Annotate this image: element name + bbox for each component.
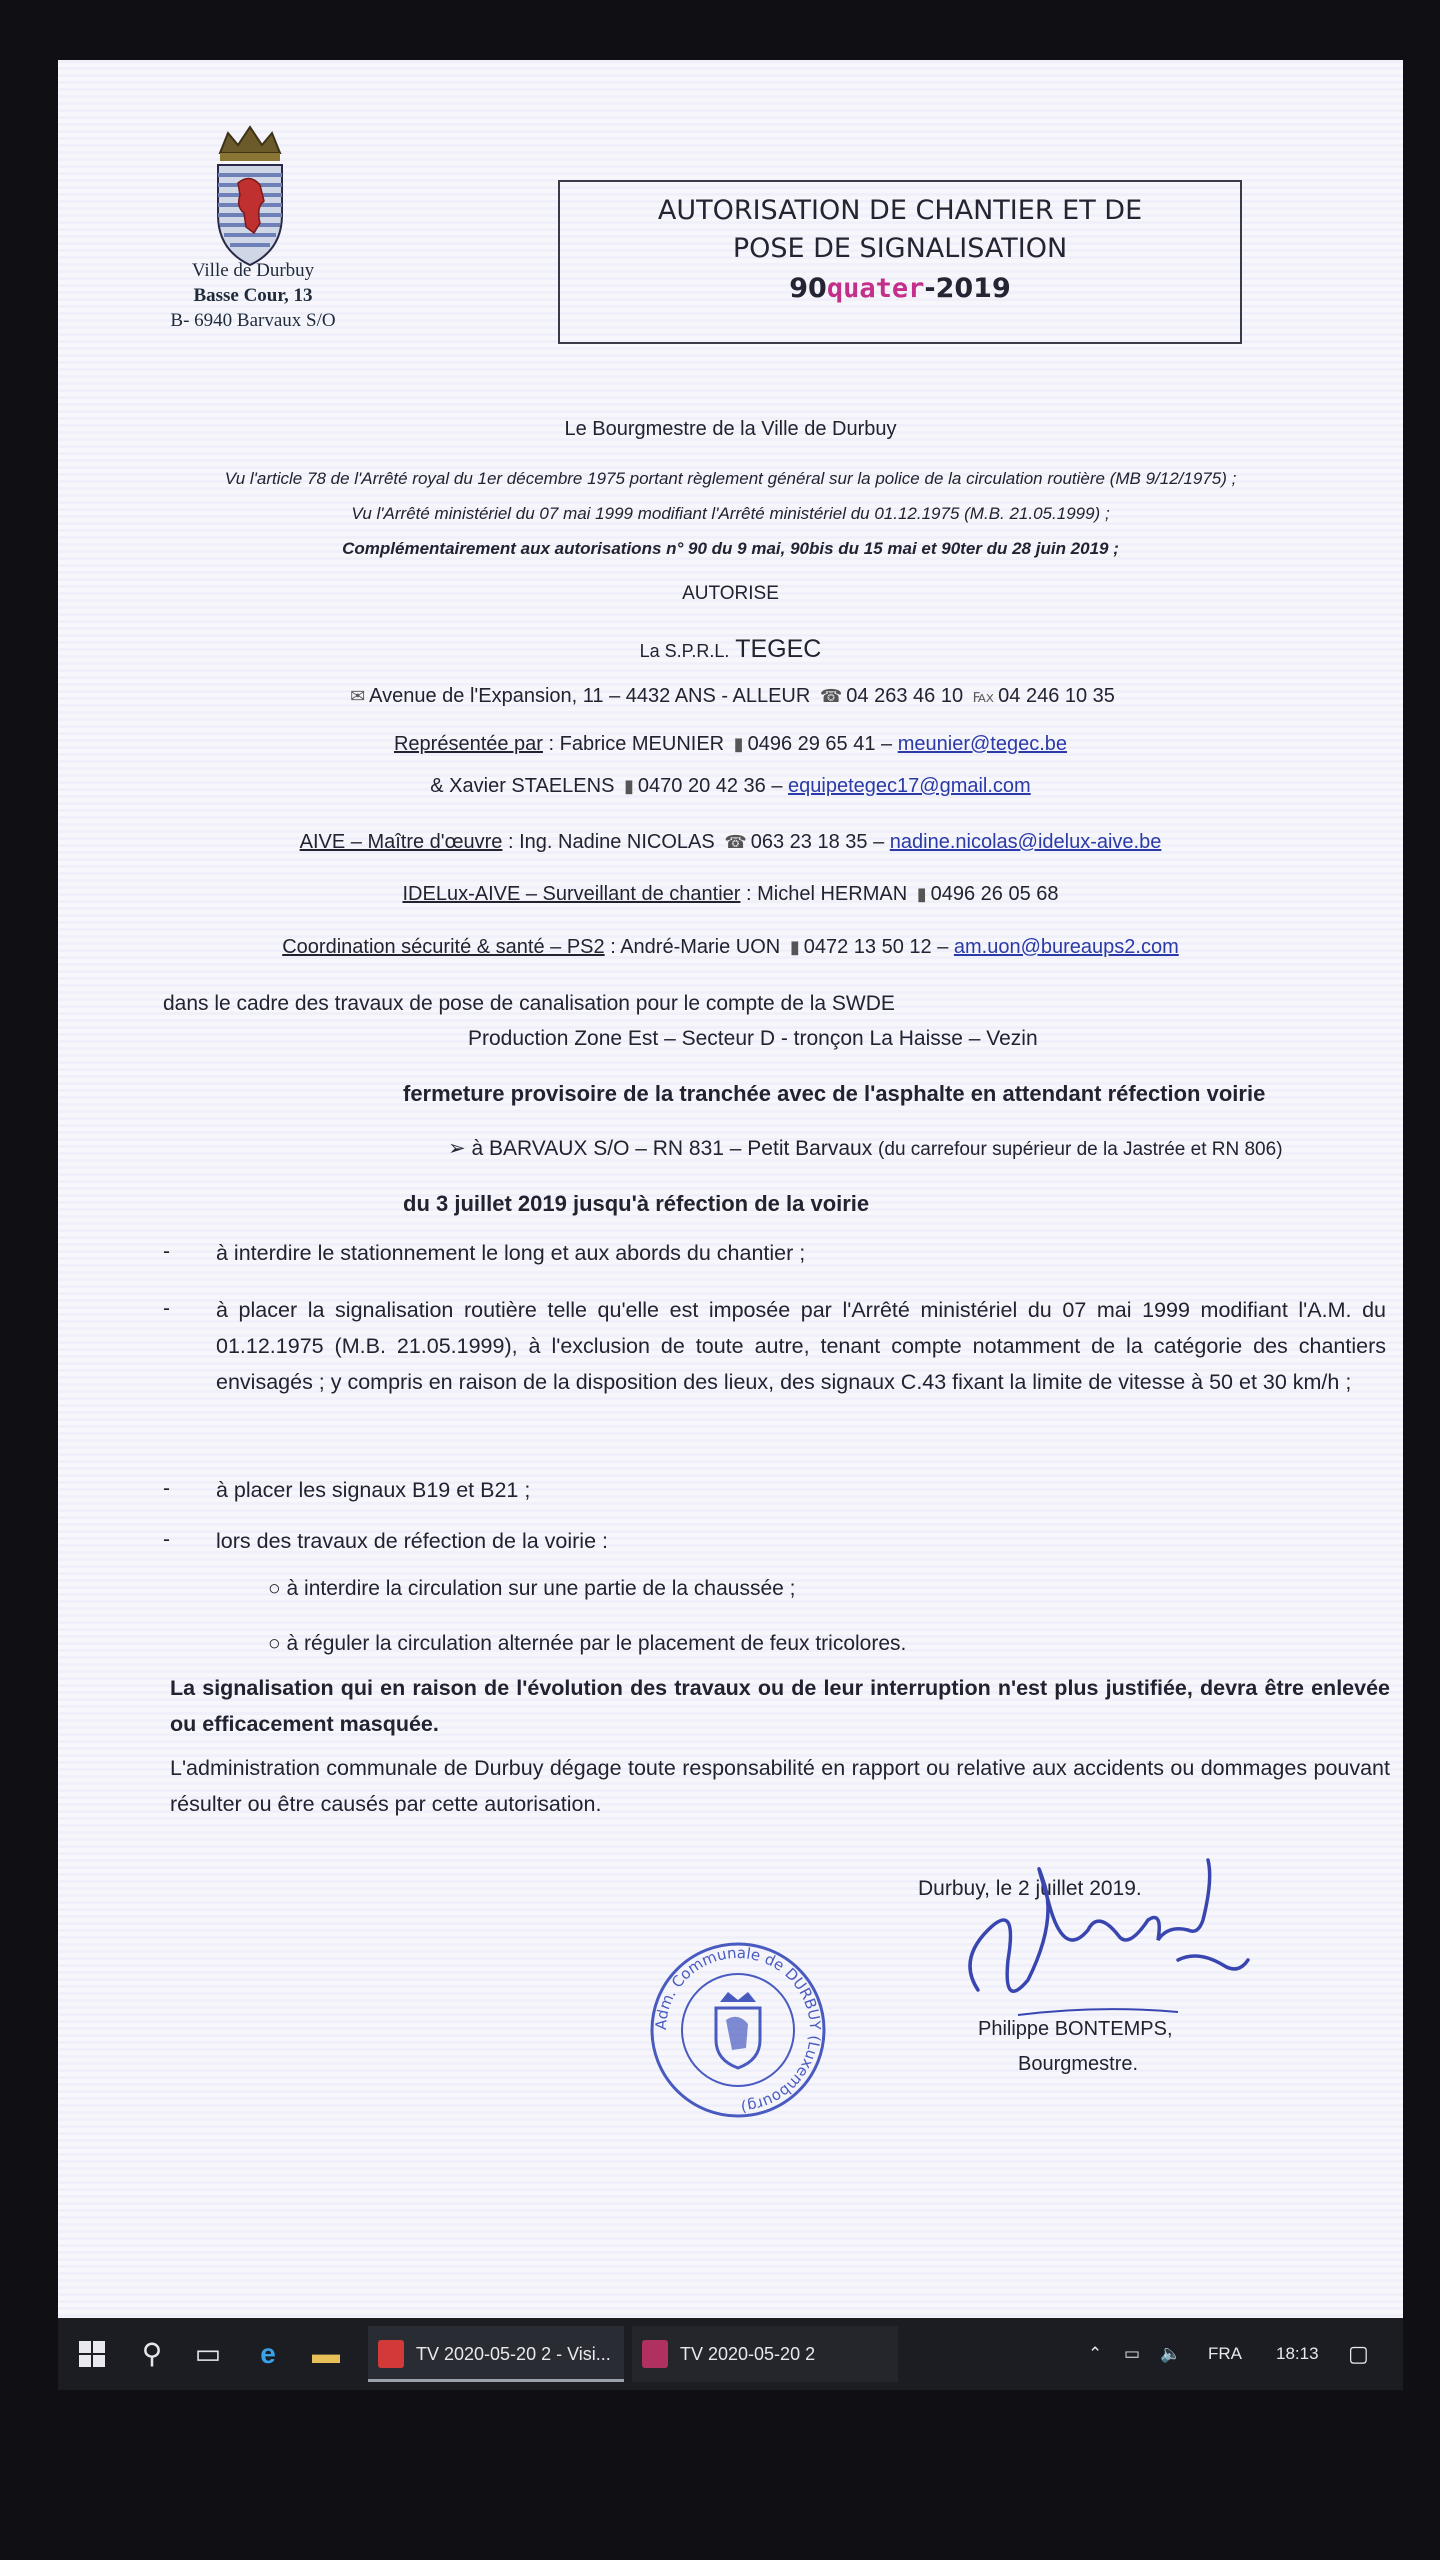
company-address: Avenue de l'Expansion, 11 – 4432 ANS - ALLEUR: [369, 685, 811, 707]
windows-start-icon[interactable]: [72, 2332, 112, 2376]
coordination-contact: [58, 933, 1403, 961]
title-line-1: AUTORISATION DE CHANTIER ET DE: [657, 195, 1143, 226]
circle-bullet-icon: ○: [268, 1577, 281, 1600]
complementary-authorizations: Complémentairement aux autorisations n° 90 du 9 mai, 90bis du 15 mai et 90ter du 28 juin 2019 ;: [342, 539, 1119, 558]
coordination-phone: 0472 13 50 12 –: [803, 936, 949, 958]
work-location: [448, 1135, 1283, 1164]
clock-time[interactable]: 18:13: [1276, 2344, 1319, 2363]
signage-removal-notice: La signalisation qui en raison de l'évolution des travaux ou de leur interruption n'est plus justifiée, devra être enlevée ou efficacement masquée.: [170, 1676, 1390, 1736]
authorization-number-quater: quater: [826, 273, 925, 304]
mobile-phone-icon: ▮: [733, 734, 744, 754]
context-line-1: dans le cadre des travaux de pose de canalisation pour le compte de la SWDE: [163, 992, 895, 1015]
authorization-number-prefix: 90: [789, 273, 827, 304]
representative-1-name: : Fabrice MEUNIER: [548, 733, 725, 755]
representative-2-name: & Xavier STAELENS: [430, 775, 615, 797]
taskbar-app-2[interactable]: [632, 2326, 898, 2382]
pdf-app-icon: [378, 2340, 404, 2368]
sub-condition-2-text: à réguler la circulation alternée par le placement de feux tricolores.: [286, 1632, 907, 1655]
arrow-bullet-icon: ➢: [448, 1137, 466, 1160]
battery-icon[interactable]: ▭: [1124, 2344, 1141, 2363]
stamp-text: Adm. Communale de DURBUY (Luxembourg): [651, 1943, 825, 2116]
windows-taskbar: [58, 2318, 1403, 2390]
bullet-dash: -: [163, 1477, 170, 1500]
representative-1-email-link[interactable]: meunier@tegec.be: [897, 733, 1068, 755]
taskbar-app-1[interactable]: [368, 2326, 624, 2382]
authorization-number: [560, 268, 1240, 310]
mobile-phone-icon: ▮: [789, 937, 800, 957]
coordination-label: Coordination sécurité & santé – PS2: [282, 936, 605, 958]
coordination-name: : André-Marie UON: [610, 936, 781, 958]
aive-label: AIVE – Maître d'œuvre: [299, 831, 503, 853]
aive-phone: 063 23 18 35 –: [750, 831, 885, 853]
aive-name: : Ing. Nadine NICOLAS: [507, 831, 715, 853]
company-phone: 04 263 46 10: [846, 685, 964, 707]
company-name: TEGEC: [735, 635, 822, 663]
condition-4: lors des travaux de réfection de la voirie :: [216, 1529, 608, 1553]
chevron-up-icon[interactable]: ⌃: [1088, 2344, 1103, 2363]
place-and-date: Durbuy, le 2 juillet 2019.: [918, 1877, 1142, 1900]
idelux-name: : Michel HERMAN: [746, 883, 908, 905]
sub-condition-1-text: à interdire la circulation sur une partie de la chaussée ;: [286, 1577, 796, 1600]
city-address-postcode: B- 6940 Barvaux S/O: [170, 310, 336, 331]
authorization-number-suffix: -2019: [924, 273, 1011, 304]
condition-1: à interdire le stationnement le long et aux abords du chantier ;: [216, 1241, 806, 1265]
telephone-icon: ☎: [724, 832, 747, 852]
legal-basis-2: Vu l'Arrêté ministériel du 07 mai 1999 modifiant l'Arrêté ministériel du 01.12.1975 (M.B. 21.05.1999) ;: [351, 504, 1110, 523]
telephone-icon: ☎: [819, 686, 843, 706]
signer-title: Bourgmestre.: [1018, 2053, 1139, 2075]
language-indicator[interactable]: FRA: [1208, 2344, 1242, 2363]
company-fax: 04 246 10 35: [998, 685, 1115, 707]
sub-condition-1: [268, 1575, 795, 1603]
task-view-icon[interactable]: ▭: [194, 2338, 222, 2369]
representative-1-phone: 0496 29 65 41 –: [747, 733, 893, 755]
taskbar-app-2-label: TV 2020-05-20 2: [680, 2344, 816, 2364]
company-address-line: [58, 682, 1403, 710]
idelux-phone: 0496 26 05 68: [930, 883, 1059, 905]
document-title-box: [558, 180, 1242, 344]
speaker-icon[interactable]: 🔈: [1160, 2344, 1182, 2363]
bullet-dash: -: [163, 1528, 170, 1551]
company-line: [58, 635, 1403, 665]
pdf-doc-icon: [642, 2340, 668, 2368]
edge-browser-icon[interactable]: e: [260, 2338, 276, 2369]
validity-dates: du 3 juillet 2019 jusqu'à réfection de la voirie: [403, 1191, 870, 1216]
sub-condition-2: [268, 1630, 906, 1658]
city-coat-of-arms-logo: [210, 115, 290, 275]
authorizes-heading: AUTORISE: [682, 583, 779, 604]
idelux-contact: [58, 880, 1403, 908]
handwritten-signature: [948, 1840, 1278, 2030]
city-name: Ville de Durbuy: [191, 260, 315, 281]
condition-3: à placer les signaux B19 et B21 ;: [216, 1478, 531, 1502]
bullet-dash: -: [163, 1240, 170, 1263]
document-page: [58, 60, 1403, 2360]
envelope-icon: ✉: [350, 686, 366, 706]
mobile-phone-icon: ▮: [916, 884, 927, 904]
title-line-2: POSE DE SIGNALISATION: [732, 233, 1068, 264]
city-address-street: Basse Cour, 13: [193, 285, 313, 306]
context-line-2: Production Zone Est – Secteur D - tronçon La Haisse – Vezin: [468, 1027, 1038, 1050]
aive-contact: [58, 828, 1403, 856]
liability-disclaimer: L'administration communale de Durbuy dégage toute responsabilité en rapport ou relative aux accidents ou dommages pouvant résulter ou être causés par cette autorisation.: [170, 1756, 1390, 1816]
mobile-phone-icon: ▮: [623, 776, 634, 796]
representative-label: Représentée par: [393, 733, 543, 755]
idelux-label: IDELux-AIVE – Surveillant de chantier: [402, 883, 741, 905]
representative-1: [58, 730, 1403, 758]
municipal-stamp: [648, 1940, 828, 2120]
file-explorer-icon[interactable]: ▬: [312, 2338, 340, 2369]
legal-basis-1: Vu l'article 78 de l'Arrêté royal du 1er décembre 1975 portant règlement général sur la police de la circulation routière (MB 9/12/1975) ;: [224, 469, 1237, 488]
signer-name: Philippe BONTEMPS,: [978, 2018, 1173, 2040]
location-main: à BARVAUX S/O – RN 831 – Petit Barvaux: [471, 1137, 873, 1160]
representative-2-email-link[interactable]: equipetegec17@gmail.com: [788, 775, 1031, 797]
circle-bullet-icon: ○: [268, 1632, 281, 1655]
condition-2: à placer la signalisation routière telle qu'elle est imposée par l'Arrêté ministériel du 07 mai 1999 modifiant l'A.M. du 01.12.1975 (M.B. 21.05.1999), à l'exclusion de toute autre, tenant compte notamment de la catégorie des chantiers envisagés ; y compris en raison de la disposition des lieux, des signaux C.43 fixant la limite de vitesse à 50 et 30 km/h ;: [216, 1298, 1386, 1394]
coordination-email-link[interactable]: am.uon@bureaups2.com: [953, 936, 1179, 958]
company-prefix: La S.P.R.L.: [639, 641, 730, 661]
taskbar-app-1-label: TV 2020-05-20 2 - Visi...: [416, 2344, 611, 2364]
fax-icon: ℻: [972, 686, 995, 706]
notification-icon[interactable]: ▢: [1348, 2341, 1369, 2366]
representative-2: [58, 772, 1403, 800]
issuer-line: Le Bourgmestre de la Ville de Durbuy: [564, 418, 897, 440]
location-detail: (du carrefour supérieur de la Jastrée et RN 806): [878, 1139, 1283, 1160]
search-icon[interactable]: ⚲: [141, 2338, 163, 2369]
aive-email-link[interactable]: nadine.nicolas@idelux-aive.be: [889, 831, 1162, 853]
bullet-dash: -: [163, 1297, 170, 1320]
representative-2-phone: 0470 20 42 36 –: [637, 775, 783, 797]
work-description: fermeture provisoire de la tranchée avec de l'asphalte en attendant réfection voirie: [403, 1081, 1266, 1106]
